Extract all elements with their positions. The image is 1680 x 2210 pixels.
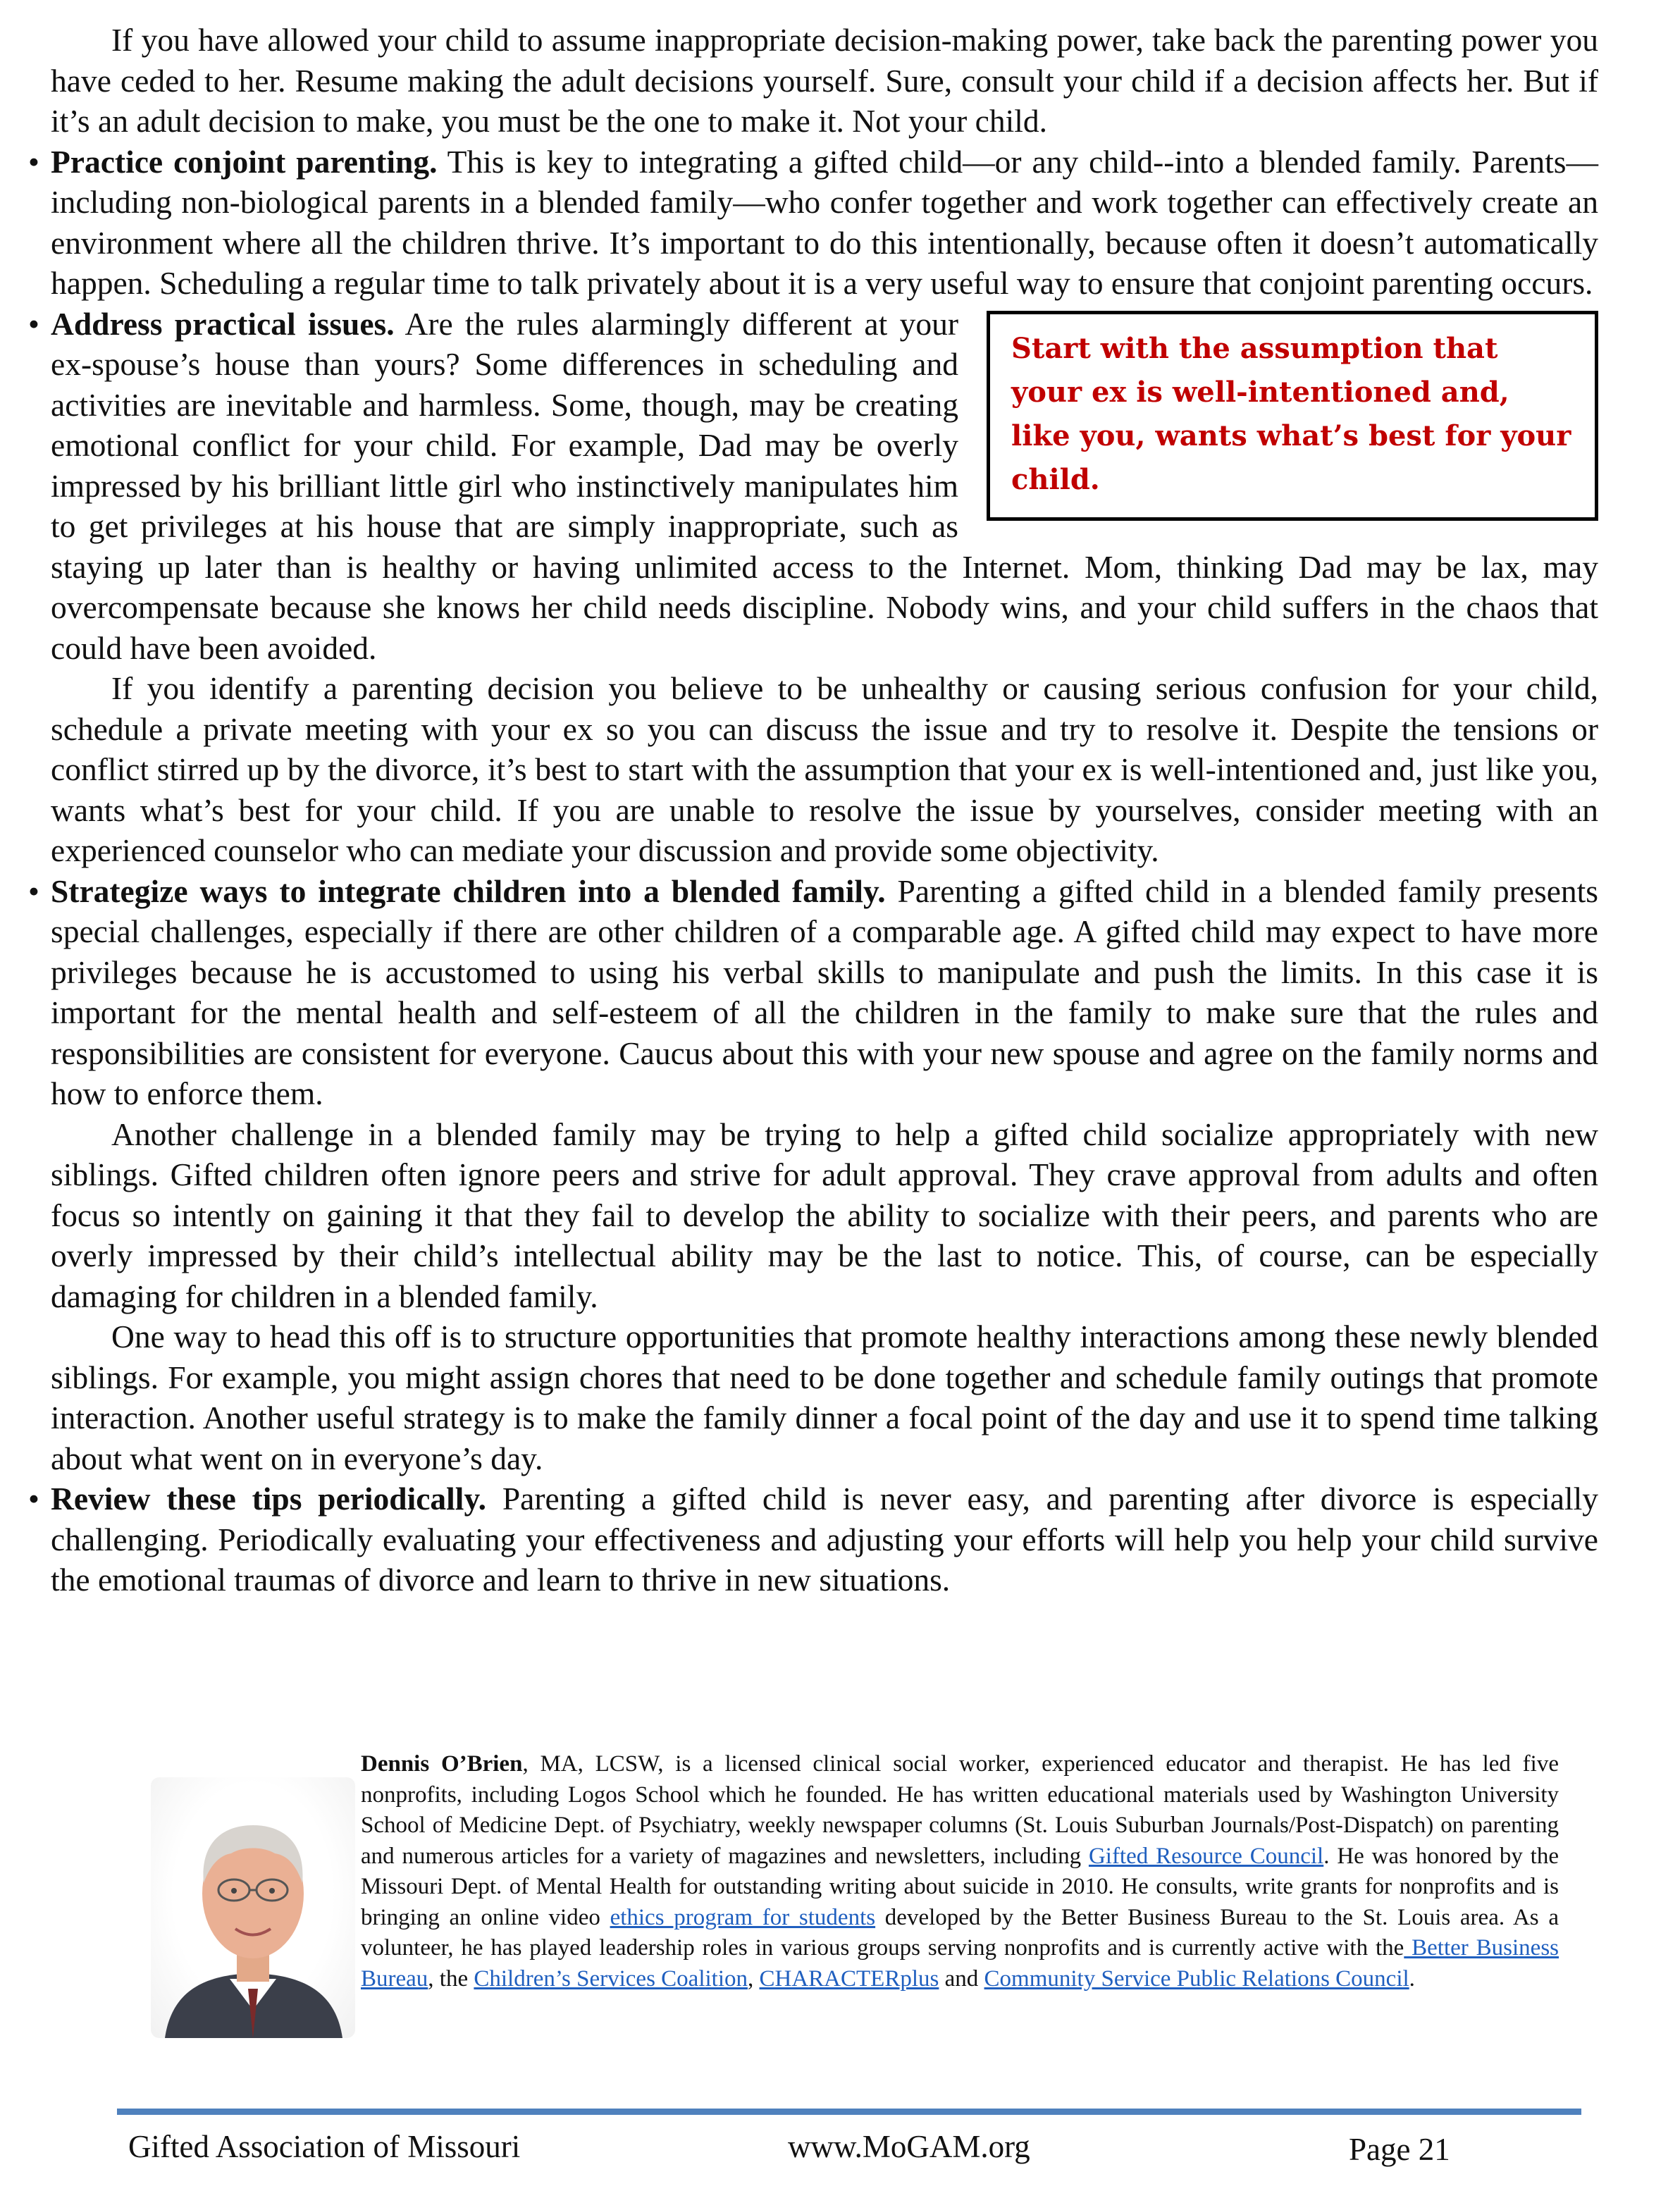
page-number: Page 21 — [1349, 2132, 1450, 2167]
blended-family-paragraph-3: One way to head this off is to structure opportunities that promote healthy interactions among these newly blended siblings. For example, you might assign chores that need to be done together and schedule family outings that promote interaction. Another useful strategy is to make the family dinner a focal point of the day and use it to spend time talking about what went on in everyone’s day. — [51, 1319, 1598, 1476]
intro-paragraph: If you have allowed your child to assume inappropriate decision-making power, take back the parenting power you have ceded to her. Resume making the adult decisions yourself. Sure, consult your child if a decision affects her. But if it’s an adult decision to make, you must be the one to make it. Not your child. — [51, 22, 1598, 139]
link-ethics-program[interactable]: ethics program for students — [610, 1904, 876, 1930]
practical-issues-paragraph: If you identify a parenting decision you believe to be unhealthy or causing serious confusion for your child, schedule a private meeting with your ex so you can discuss the issue and try to resolve it. Despite the tensions or conflict stirred up by the divorce, it’s best to start with the assumption that your ex is well-intentioned and, just like you, wants what’s best for your child. If you are unable to resolve the issue by yourselves, consider meeting with an experienced counselor who can mediate your discussion and provide some objectivity. — [51, 670, 1598, 868]
bio-text: , MA, LCSW, is a licensed clinical social worker, experienced educator and therapist. He has led five nonprofits, including Logos School which he founded. He has written educational materials used by Washington University School of Medicine Dept. of Psychiatry, weekly newspaper columns (St. Louis Suburban Journals/Post-Dispatch) on parenting and numerous articles for a variety of magazines and newsletters, including — [361, 1751, 1559, 1869]
link-better-business-bureau[interactable]: Better Business Bureau — [361, 1935, 1559, 1992]
author-photo — [151, 1777, 355, 2038]
link-gifted-resource-council[interactable]: Gifted Resource Council — [1088, 1843, 1324, 1869]
article-body — [28, 20, 1599, 1600]
bullet-conjoint-parenting — [28, 142, 1598, 304]
bullet-text: Parenting a gifted child in a blended family presents special challenges, especially if there are other children of a comparable age. A gifted child may expect to have more privileges because he is accustomed to using his verbal skills to manipulate and push the limits. In this case it is important for the mental health and self-esteem of all the children in the family to make sure that the rules and responsibilities are consistent for everyone. Caucus about this with your new spouse and agree on the family norms and how to enforce them. — [51, 872, 1599, 1111]
bio-text: . He was honored by the Missouri Dept. of Mental Health for outstanding writing about suicide in 2010. He consults, write grants for nonprofits and is bringing an online video — [361, 1843, 1559, 1930]
bio-text: . — [1409, 1965, 1415, 1992]
bullet-text: This is key to integrating a gifted child—or any child--into a blended family. Parents—including non-biological parents in a blended family—who confer together and work together can effectively create an environment where all the children thrive. It’s important to do this intentionally, because often it doesn’t automatically happen. Scheduling a regular time to talk privately about it is a very useful way to ensure that conjoint parenting occurs. — [51, 143, 1598, 301]
bio-text: , the — [428, 1965, 474, 1992]
bullet-review-tips — [28, 1479, 1599, 1600]
bullet-heading: Address practical issues. — [51, 305, 395, 342]
bullet-dot: • — [28, 305, 39, 342]
bullet-blended-family — [28, 871, 1599, 1114]
bullet-practical-issues — [28, 304, 1598, 669]
author-portrait-icon — [151, 1777, 355, 2038]
bullet-heading: Review these tips periodically. — [51, 1481, 487, 1517]
author-name: Dennis O’Brien — [361, 1751, 523, 1777]
bullet-heading: Strategize ways to integrate children into a blended family. — [51, 872, 886, 909]
bullet-dot: • — [28, 143, 39, 180]
footer-org: Gifted Association of Missouri — [128, 2129, 521, 2164]
link-community-service-pr-council[interactable]: Community Service Public Relations Council — [984, 1965, 1409, 1992]
bio-text: , — [748, 1965, 760, 1992]
bio-text: developed by the Better Business Bureau to the St. Louis area. As a volunteer, he has played leadership roles in various groups serving nonprofits and is currently active with the — [361, 1904, 1559, 1961]
blended-family-paragraph-2: Another challenge in a blended family may be trying to help a gifted child socialize appropriately with new siblings. Gifted children often ignore peers and strive for adult approval. They crave approval from adults and often focus so intently on gaining it that they fail to develop the ability to socialize with their peers, and parents who are overly impressed by their child’s intellectual ability may be the last to notice. This, of course, can be especially damaging for children in a blended family. — [51, 1116, 1598, 1314]
bullet-dot: • — [28, 872, 39, 909]
link-childrens-services-coalition[interactable]: Children’s Services Coalition — [474, 1965, 748, 1992]
bullet-dot: • — [28, 1481, 39, 1517]
bio-text: and — [939, 1965, 984, 1992]
footer-divider — [117, 2109, 1581, 2115]
author-bio — [361, 1749, 1559, 1994]
bullet-text: Parenting a gifted child is never easy, and parenting after divorce is especially challenging. Periodically evaluating your effectiveness and adjusting your efforts will help you help your child survive the emotional traumas of divorce and learn to thrive in new situations. — [51, 1481, 1599, 1598]
link-characterplus[interactable]: CHARACTERplus — [759, 1965, 939, 1992]
bullet-heading: Practice conjoint parenting. — [51, 143, 438, 180]
footer-url: www.MoGAM.org — [788, 2129, 1030, 2164]
author-bio-section — [151, 1749, 1560, 2059]
pull-quote: Start with the assumption that your ex is well-intentioned and, like you, wants what’s best for your child. — [1011, 331, 1571, 496]
bullet-text: Are the rules alarmingly different at your ex-spouse’s house than yours? Some differences in scheduling and activities are inevitable and harmless. Some, though, may be creating emotional conflict for your child. For example, Dad may be overly impressed by his brilliant little girl who instinctively manipulates him to get privileges at his house that are simply inappropriate, such as staying up later than is healthy or having unlimited access to the Internet. Mom, thinking Dad may be lax, may overcompensate because she knows her child needs discipline. Nobody wins, and your child suffers in the chaos that could have been avoided. — [51, 305, 1598, 666]
